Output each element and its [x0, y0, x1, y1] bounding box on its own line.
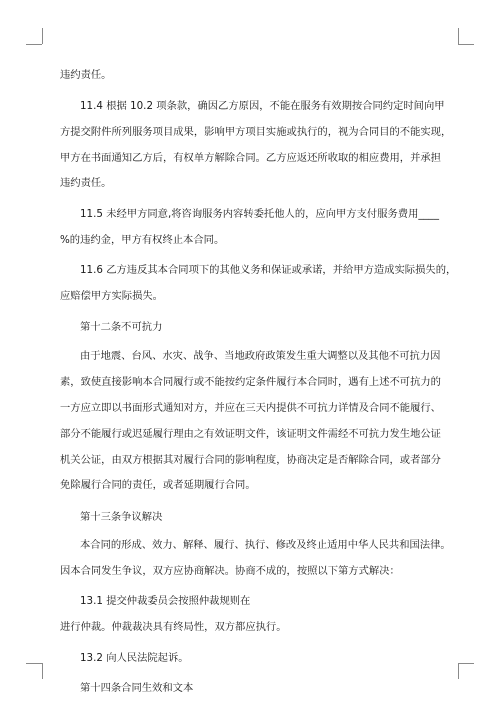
text-line: 13.2 向人民法院起诉。	[80, 652, 189, 664]
text-line: 进行仲裁。仲裁裁决具有终局性，双方都应执行。	[60, 621, 287, 633]
text-line: 甲方在书面通知乙方后，有权单方解除合同。乙方应返还所收取的相应费用，并承担	[60, 152, 441, 164]
text-line: 11.5 未经甲方同意,将咨询服务内容转委托他人的，应向甲方支付服务费用____	[80, 208, 439, 220]
text-line: 部分不能履行或迟延履行理由之有效证明文件，该证明文件需经不可抗力发生地公证	[60, 428, 441, 440]
text-line: 13.1 提交仲裁委员会按照仲裁规则在	[80, 595, 251, 607]
text-line: 本合同的形成、效力、解释、履行、执行、修改及终止适用中华人民共和国法律。	[80, 539, 451, 551]
section-heading: 第十三条争议解决	[80, 511, 163, 523]
text-line: 11.6 乙方违反其本合同项下的其他义务和保证或承诺，并给甲方造成实际损失的，	[80, 264, 457, 276]
section-heading: 第十四条合同生效和文本	[80, 682, 194, 694]
text-line: 一方应立即以书面形式通知对方，并应在三天内提供不可抗力详情及合同不能履行、	[60, 402, 441, 414]
text-line: 素，致使直接影响本合同履行或不能按约定条件履行本合同时，遇有上述不可抗力的	[60, 376, 441, 388]
text-line: 违约责任。	[60, 177, 112, 189]
text-line: 方提交附件所列服务项目成果，影响甲方项目实施或执行的，视为合同目的不能实现，	[60, 126, 452, 138]
text-line: %的违约金，甲方有权终止本合同。	[60, 234, 225, 246]
text-line: 由于地震、台风、水灾、战争、当地政府政策发生重大调整以及其他不可抗力因	[80, 350, 441, 362]
text-line: 机关公证，由双方根据其对履行合同的影响程度，协商决定是否解除合同，或者部分	[60, 454, 441, 466]
text-line: 违约责任。	[60, 69, 112, 81]
text-line: 免除履行合同的责任，或者延期履行合同。	[60, 479, 256, 491]
text-line: 因本合同发生争议，双方应协商解决。协商不成的，按照以下第方式解决：	[60, 565, 400, 577]
text-line: 应赔偿甲方实际损失。	[60, 290, 163, 302]
text-line: 11.4 根据 10.2 项条款，确因乙方原因，不能在服务有效期按合同约定时间向甲	[80, 100, 445, 112]
section-heading: 第十二条不可抗力	[80, 321, 163, 333]
